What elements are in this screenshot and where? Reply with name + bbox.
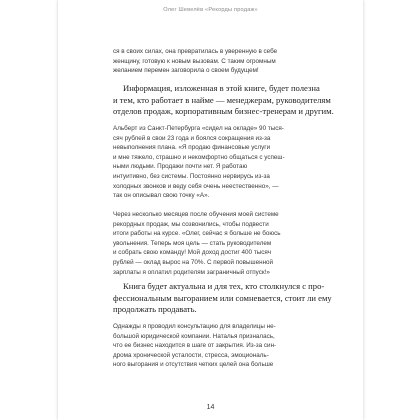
text-line: зарплаты я оплатил родителям заграничный отпуск!»	[113, 268, 270, 276]
paragraph-4	[113, 210, 318, 277]
text-line: и собрать свою команду! Мой доход достиг 400 тысяч	[113, 249, 272, 257]
book-page	[58, 0, 363, 420]
paragraph-3	[113, 124, 318, 201]
text-line: интуитивно, без системы. Постоянно нервирусь из-за	[113, 172, 270, 180]
text-line: ными людьми. Продажи почти нет. Я работаю	[113, 163, 248, 171]
paragraph-1	[113, 47, 318, 76]
text-line: Однажды я проводил консультацию для владелицы не-	[113, 323, 276, 330]
text-line: большой юридической компании. Наталья призналась,	[113, 332, 275, 340]
text-line: так он описывал свою точку «А».	[113, 192, 210, 200]
text-line: итоги работы на курсе. «Олег, сейчас я больше не боюсь	[113, 230, 281, 238]
text-line: фессиональным выгоранием или сомневается, стоит ли ему	[113, 292, 332, 303]
text-line: и мне тяжело, страшно и некомфортно общаться с успеш-	[113, 153, 285, 161]
text-line: рекордных продаж, мы созвонились, чтобы подвести	[113, 220, 269, 228]
text-line: женщину, готовую к новым вызовам. С таким огромным	[113, 57, 276, 65]
text-line: Информация, изложенная в этой книге, будет полезна	[123, 83, 320, 93]
text-line: сяч рублей в свои 23 года и боялся сокращения из-за	[113, 134, 271, 142]
paragraph-6	[113, 322, 318, 370]
paragraph-5	[113, 281, 332, 316]
text-line: ся в своих силах, она превратилась в уверенную в себе	[113, 48, 278, 55]
text-line: что ее бизнес находится в шаге от закрытия. Из-за син-	[113, 342, 277, 350]
text-line: ного выгорания и отсутствия четких целей она больше	[113, 361, 274, 369]
text-line: и тем, кто работает в найме — менеджерам, руководителям	[113, 94, 331, 105]
text-line: Альберт из Санкт-Петербурга «сидел на окладе» 90 тыся-	[113, 125, 284, 132]
text-line: невыполнения плана. «Я продаю финансовые услуги	[113, 144, 271, 152]
page-number: 14	[206, 404, 215, 411]
text-line: дрома хронической усталости, стресса, эмоциональ-	[113, 351, 269, 359]
text-line: Книга будет актуальна и для тех, кто столкнулся с про-	[123, 281, 325, 291]
text-line: холодных звонков и веду себя очень неестественно», —	[113, 182, 279, 190]
text-line: отделов продаж, корпоративным бизнес-тренерам и другим.	[113, 106, 334, 117]
running-header: Олег Шевелёв «Рекорды продаж»	[163, 7, 258, 13]
text-line: увольнения. Теперь моя цель — стать руководителем	[113, 239, 272, 247]
text-line: желанием перемен заговорила о своем будущем!	[113, 67, 259, 75]
text-line: Через несколько месяцев после обучения моей системе	[113, 211, 279, 218]
text-line: рублей — оклад вырос на 70%. С первой повышенной	[113, 258, 274, 266]
paragraph-2	[113, 83, 334, 118]
text-line: продолжать продавать.	[113, 304, 197, 315]
